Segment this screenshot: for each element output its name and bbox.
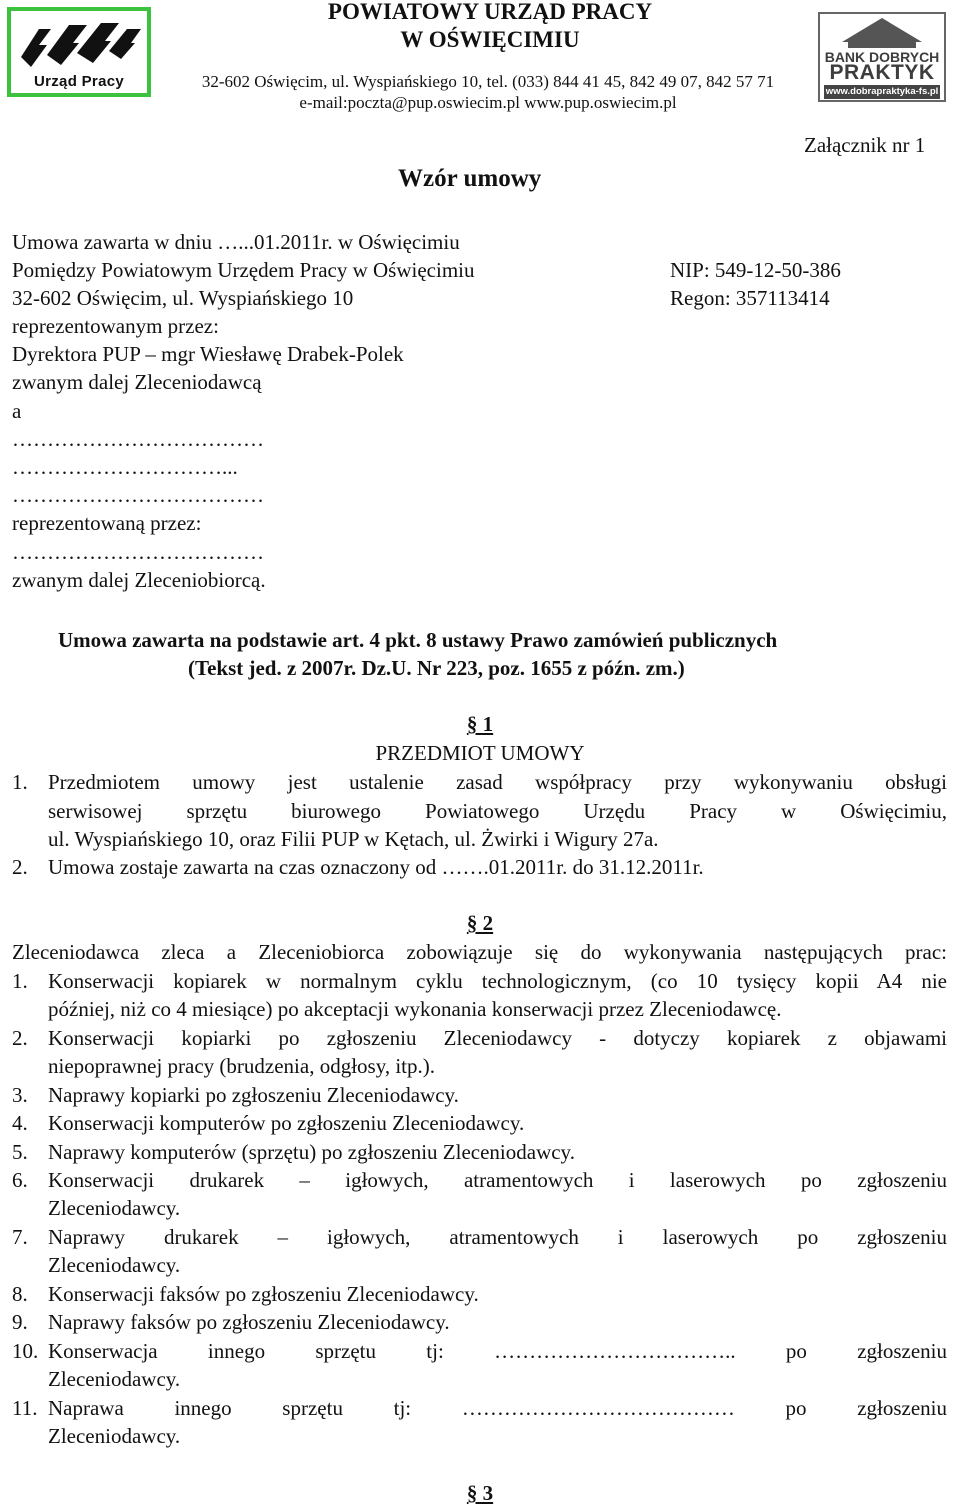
- parties-line: a: [12, 399, 22, 423]
- section-symbol: § 2: [466, 911, 494, 935]
- document-title: Wzór umowy: [398, 165, 542, 192]
- item-number: 3.: [12, 1083, 28, 1107]
- item-number: 5.: [12, 1140, 28, 1164]
- work-item: Konserwacji kopiarek w normalnym cyklu technologicznym, (co 10 tysięcy kopii A4 nie: [48, 969, 947, 993]
- work-item: Konserwacja innego sprzętu tj: …………………………….. po zgłoszeniu: [48, 1339, 947, 1363]
- blank-field: ………………………………: [12, 427, 264, 451]
- item-number: 9.: [12, 1310, 28, 1334]
- work-item: Naprawy komputerów (sprzętu) po zgłoszeniu Zleceniodawcy.: [48, 1140, 575, 1164]
- parties-line: zwanym dalej Zleceniodawcą: [12, 370, 262, 394]
- work-item: Konserwacji komputerów po zgłoszeniu Zleceniodawcy.: [48, 1111, 525, 1135]
- annex-label: Załącznik nr 1: [804, 133, 926, 157]
- parties-line: reprezentowaną przez:: [12, 511, 202, 535]
- item-number: 1.: [12, 770, 28, 794]
- office-city: W OŚWIĘCIMIU: [400, 27, 580, 52]
- bank-url: www.dobrapraktyka-fs.pl: [825, 86, 939, 97]
- office-address: 32-602 Oświęcim, ul. Wyspiańskiego 10, tel. (033) 844 41 45, 842 49 07, 842 57 71: [201, 72, 775, 91]
- item-number: 8.: [12, 1282, 28, 1306]
- regon-number: Regon: 357113414: [670, 286, 830, 310]
- work-item: Zleceniodawcy.: [48, 1253, 181, 1277]
- office-name: POWIATOWY URZĄD PRACY: [327, 0, 653, 24]
- work-item: Naprawy drukarek – igłowych, atramentowych i laserowych po zgłoszeniu: [48, 1225, 947, 1249]
- item-number: 2.: [12, 855, 28, 879]
- blank-field: ………………………………: [12, 540, 264, 564]
- logo-label: Urząd Pracy: [33, 73, 124, 90]
- parties-line: Umowa zawarta w dniu …...01.2011r. w Oświęcimiu: [12, 230, 460, 254]
- parties-line: zwanym dalej Zleceniobiorcą.: [12, 568, 266, 592]
- parties-line: Dyrektora PUP – mgr Wiesławę Drabek-Polek: [12, 342, 404, 366]
- section-symbol: § 3: [466, 1481, 494, 1505]
- work-item: Naprawy kopiarki po zgłoszeniu Zleceniodawcy.: [48, 1083, 459, 1107]
- work-item: Zleceniodawcy.: [48, 1367, 181, 1391]
- urzad-pracy-logo: [7, 7, 151, 97]
- work-item: Konserwacji drukarek – igłowych, atramentowych i laserowych po zgłoszeniu: [48, 1168, 947, 1192]
- clause-text: serwisowej sprzętu biurowego Powiatowego Urzędu Pracy w Oświęcimiu,: [48, 799, 947, 823]
- blank-field: …………………………...: [12, 455, 238, 479]
- office-contact: e-mail:poczta@pup.oswiecim.pl www.pup.oswiecim.pl: [299, 93, 677, 112]
- parties-line: 32-602 Oświęcim, ul. Wyspiańskiego 10: [12, 286, 354, 310]
- item-number: 1.: [12, 969, 28, 993]
- section-heading: PRZEDMIOT UMOWY: [375, 741, 585, 765]
- work-item: później, niż co 4 miesiące) po akceptacji wykonania konserwacji przez Zleceniodawcę.: [48, 997, 782, 1021]
- work-item: Naprawa innego sprzętu tj: ………………………………… po zgłoszeniu: [48, 1396, 947, 1420]
- work-item: niepoprawnej pracy (brudzenia, odgłosy, itp.).: [48, 1054, 436, 1078]
- work-item: Zleceniodawcy.: [48, 1424, 181, 1448]
- nip-number: NIP: 549-12-50-386: [670, 258, 841, 282]
- legal-basis-ref: (Tekst jed. z 2007r. Dz.U. Nr 223, poz. 1655 z późn. zm.): [188, 656, 685, 680]
- bank-dobrych-praktyk-logo: [818, 12, 946, 102]
- parties-line: reprezentowanym przez:: [12, 314, 219, 338]
- item-number: 6.: [12, 1168, 28, 1192]
- work-item: Konserwacji faksów po zgłoszeniu Zleceniodawcy.: [48, 1282, 479, 1306]
- work-item: Zleceniodawcy.: [48, 1196, 181, 1220]
- work-item: Naprawy faksów po zgłoszeniu Zleceniodawcy.: [48, 1310, 450, 1334]
- clause-text: Przedmiotem umowy jest ustalenie zasad współpracy przy wykonywaniu obsługi: [48, 770, 947, 794]
- item-number: 4.: [12, 1111, 28, 1135]
- blank-field: ………………………………: [12, 483, 264, 507]
- bank-label-main: PRAKTYK: [829, 61, 935, 84]
- clause-text: Umowa zostaje zawarta na czas oznaczony od …….01.2011r. do 31.12.2011r.: [48, 855, 704, 879]
- item-number: 10.: [12, 1339, 39, 1363]
- section-symbol: § 1: [466, 712, 494, 736]
- parties-line: Pomiędzy Powiatowym Urzędem Pracy w Oświęcimiu: [12, 258, 475, 282]
- bank-label-top: BANK DOBRYCH: [824, 49, 940, 65]
- legal-basis: Umowa zawarta na podstawie art. 4 pkt. 8 ustawy Prawo zamówień publicznych: [58, 628, 778, 652]
- work-item: Konserwacji kopiarki po zgłoszeniu Zleceniodawcy - dotyczy kopiarek z objawami: [48, 1026, 947, 1050]
- clause-text: ul. Wyspiańskiego 10, oraz Filii PUP w Kętach, ul. Żwirki i Wigury 27a.: [48, 827, 659, 851]
- item-number: 7.: [12, 1225, 28, 1249]
- section-intro: Zleceniodawca zleca a Zleceniobiorca zobowiązuje się do wykonywania następujących prac:: [12, 940, 947, 964]
- item-number: 2.: [12, 1026, 28, 1050]
- arrows-logo-icon: [17, 15, 145, 71]
- item-number: 11.: [12, 1396, 38, 1420]
